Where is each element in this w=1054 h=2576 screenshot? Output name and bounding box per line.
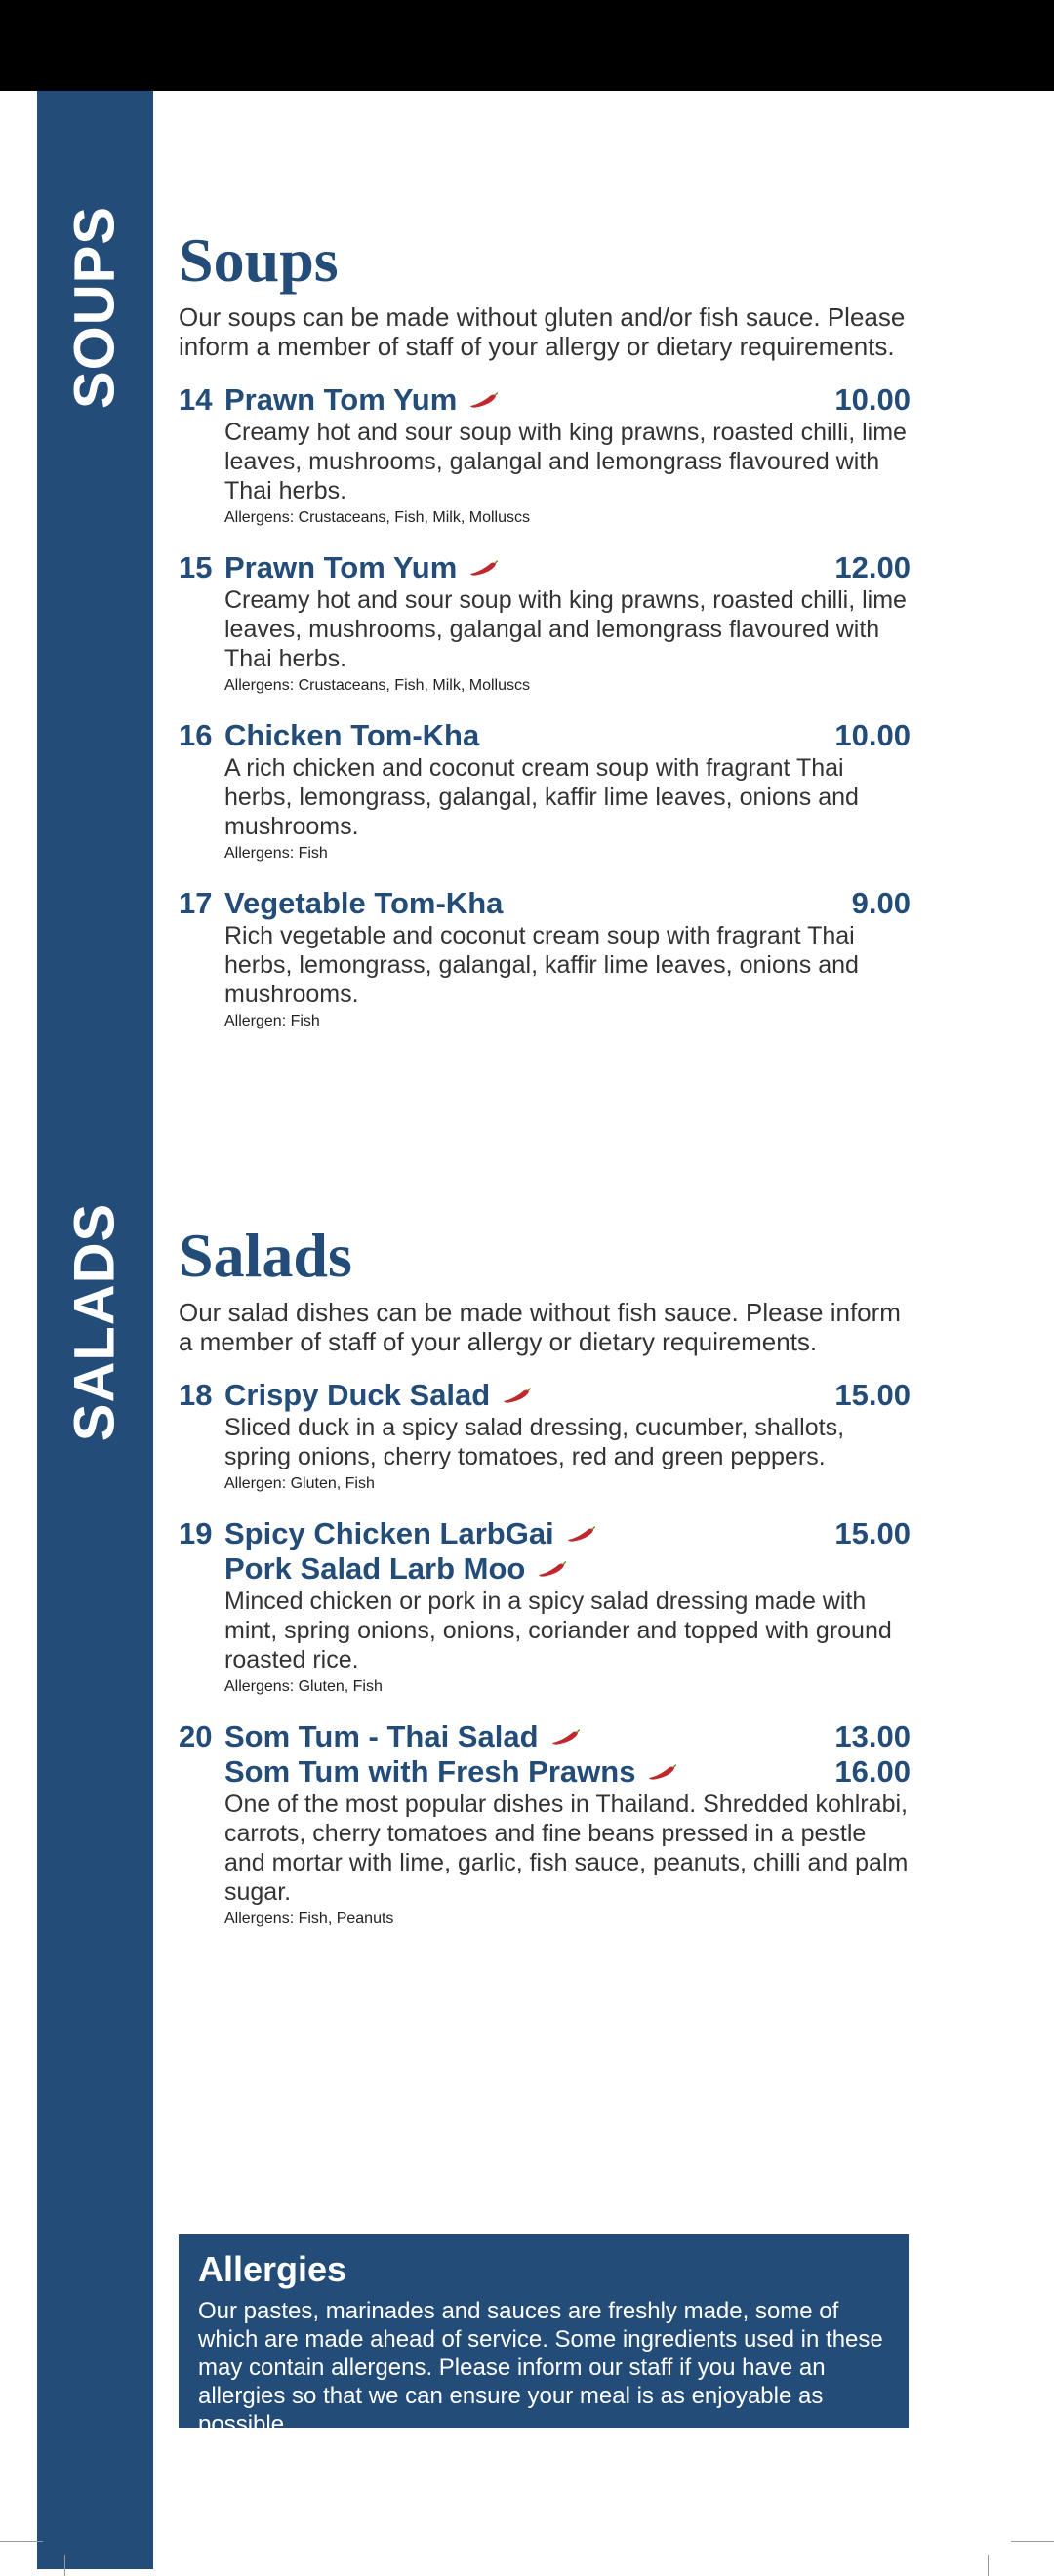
- item-number: 14: [179, 382, 213, 417]
- item-description: Sliced duck in a spicy salad dressing, cucumber, shallots, spring onions, cherry tomatoes, red and green peppers.: [224, 1414, 845, 1470]
- menu-item: [179, 550, 911, 697]
- section-title-soups: Soups: [179, 225, 339, 295]
- menu-item: [179, 382, 911, 529]
- item-sub-name: Som Tum with Fresh Prawns: [224, 1754, 636, 1789]
- item-number: 15: [179, 550, 213, 584]
- item-price: 15.00: [834, 1516, 911, 1550]
- item-name-group: [179, 550, 498, 585]
- item-description: Rich vegetable and coconut cream soup with fragrant Thai herbs, lemongrass, galangal, kaffir lime leaves, onions and mushrooms.: [224, 922, 859, 1008]
- item-name-group: [179, 382, 498, 418]
- chilli-icon: [502, 1388, 531, 1403]
- chilli-icon: [537, 1561, 566, 1577]
- soups-section: [179, 226, 911, 1032]
- menu-item: [179, 718, 911, 865]
- side-label-salads: SALADS: [62, 1202, 127, 1442]
- item-sub-heading: [179, 1754, 911, 1790]
- allergies-text: Our pastes, marinades and sauces are freshly made, some of which are made ahead of service. Some ingredients used in these may contain allergens. Please inform our staff if you have an allergies so that we can ensure your meal is as enjoyable as possible.: [198, 2298, 883, 2437]
- crop-mark: [64, 2555, 65, 2576]
- chilli-icon: [566, 1526, 595, 1542]
- item-number: 20: [179, 1719, 213, 1753]
- item-allergens: Allergen: Fish: [224, 1013, 320, 1029]
- item-name: Prawn Tom Yum: [224, 382, 458, 417]
- section-title-salads: Salads: [179, 1221, 352, 1290]
- item-allergens: Allergens: Gluten, Fish: [224, 1678, 383, 1695]
- item-name-group: [179, 1719, 580, 1754]
- item-sub-name: Pork Salad Larb Moo: [224, 1551, 526, 1586]
- item-allergens: Allergens: Crustaceans, Fish, Milk, Molluscs: [224, 509, 530, 526]
- item-name: Vegetable Tom-Kha: [224, 886, 504, 920]
- item-heading: [179, 382, 911, 418]
- chilli-icon: [468, 560, 498, 576]
- item-name: Som Tum - Thai Salad: [224, 1719, 539, 1753]
- menu-item: [179, 886, 911, 1032]
- item-allergens: Allergens: Fish, Peanuts: [224, 1911, 394, 1927]
- side-label-soups: SOUPS: [62, 205, 127, 410]
- item-name-group: [179, 886, 503, 921]
- item-heading: [179, 1516, 911, 1551]
- item-sub-name-group: [224, 1551, 566, 1587]
- item-price: 9.00: [851, 886, 911, 920]
- item-name: Crispy Duck Salad: [224, 1378, 491, 1412]
- item-heading: [179, 886, 911, 921]
- item-heading: [179, 1378, 911, 1413]
- item-heading: [179, 718, 911, 753]
- chilli-icon: [550, 1729, 580, 1745]
- item-sub-price: 16.00: [834, 1754, 911, 1789]
- top-black-bar: [0, 0, 1054, 91]
- item-sub-heading: [179, 1551, 911, 1587]
- item-price: 15.00: [834, 1378, 911, 1412]
- item-price: 10.00: [834, 382, 911, 417]
- item-allergens: Allergen: Gluten, Fish: [224, 1475, 375, 1492]
- chilli-icon: [647, 1764, 676, 1780]
- item-price: 10.00: [834, 718, 911, 752]
- item-name-group: [179, 1516, 595, 1551]
- salads-list: [179, 1378, 911, 1930]
- soups-list: [179, 382, 911, 1032]
- item-name-group: [179, 718, 479, 753]
- item-name: Prawn Tom Yum: [224, 550, 458, 584]
- item-description: A rich chicken and coconut cream soup with fragrant Thai herbs, lemongrass, galangal, kaffir lime leaves, onions and mushrooms.: [224, 754, 859, 840]
- menu-item: [179, 1378, 911, 1495]
- item-price: 12.00: [834, 550, 911, 584]
- item-heading: [179, 1719, 911, 1754]
- item-description: Minced chicken or pork in a spicy salad dressing made with mint, spring onions, onions, coriander and topped with ground roasted rice.: [224, 1588, 892, 1673]
- item-heading: [179, 550, 911, 585]
- item-number: 17: [179, 886, 213, 920]
- item-name-group: [179, 1378, 531, 1413]
- item-number: 18: [179, 1378, 213, 1412]
- item-price: 13.00: [834, 1719, 911, 1753]
- item-number: 19: [179, 1516, 213, 1550]
- item-number: 16: [179, 718, 213, 752]
- allergies-title: Allergies: [198, 2249, 347, 2289]
- crop-mark: [1011, 2541, 1054, 2542]
- item-name: Spicy Chicken LarbGai: [224, 1516, 554, 1550]
- salads-intro: Our salad dishes can be made without fish sauce. Please inform a member of staff of your allergy or dietary requirements.: [179, 1298, 901, 1356]
- soups-intro: Our soups can be made without gluten and/or fish sauce. Please inform a member of staff of your allergy or dietary requirements.: [179, 302, 906, 361]
- chilli-icon: [468, 392, 498, 408]
- item-allergens: Allergens: Fish: [224, 845, 328, 862]
- menu-item: [179, 1516, 911, 1698]
- salads-section: [179, 1222, 911, 1930]
- item-name: Chicken Tom-Kha: [224, 718, 480, 752]
- item-description: One of the most popular dishes in Thailand. Shredded kohlrabi, carrots, cherry tomatoes and fine beans pressed in a pestle and mortar with lime, garlic, fish sauce, peanuts, chilli and palm sugar.: [224, 1791, 909, 1906]
- crop-mark: [988, 2555, 989, 2576]
- crop-mark: [0, 2541, 43, 2542]
- allergies-box: [179, 2234, 909, 2437]
- item-description: Creamy hot and sour soup with king prawns, roasted chilli, lime leaves, mushrooms, galangal and lemongrass flavoured with Thai herbs.: [224, 419, 907, 504]
- menu-item: [179, 1719, 911, 1930]
- item-description: Creamy hot and sour soup with king prawns, roasted chilli, lime leaves, mushrooms, galangal and lemongrass flavoured with Thai herbs.: [224, 586, 907, 672]
- item-allergens: Allergens: Crustaceans, Fish, Milk, Molluscs: [224, 677, 530, 694]
- item-sub-name-group: [224, 1754, 676, 1790]
